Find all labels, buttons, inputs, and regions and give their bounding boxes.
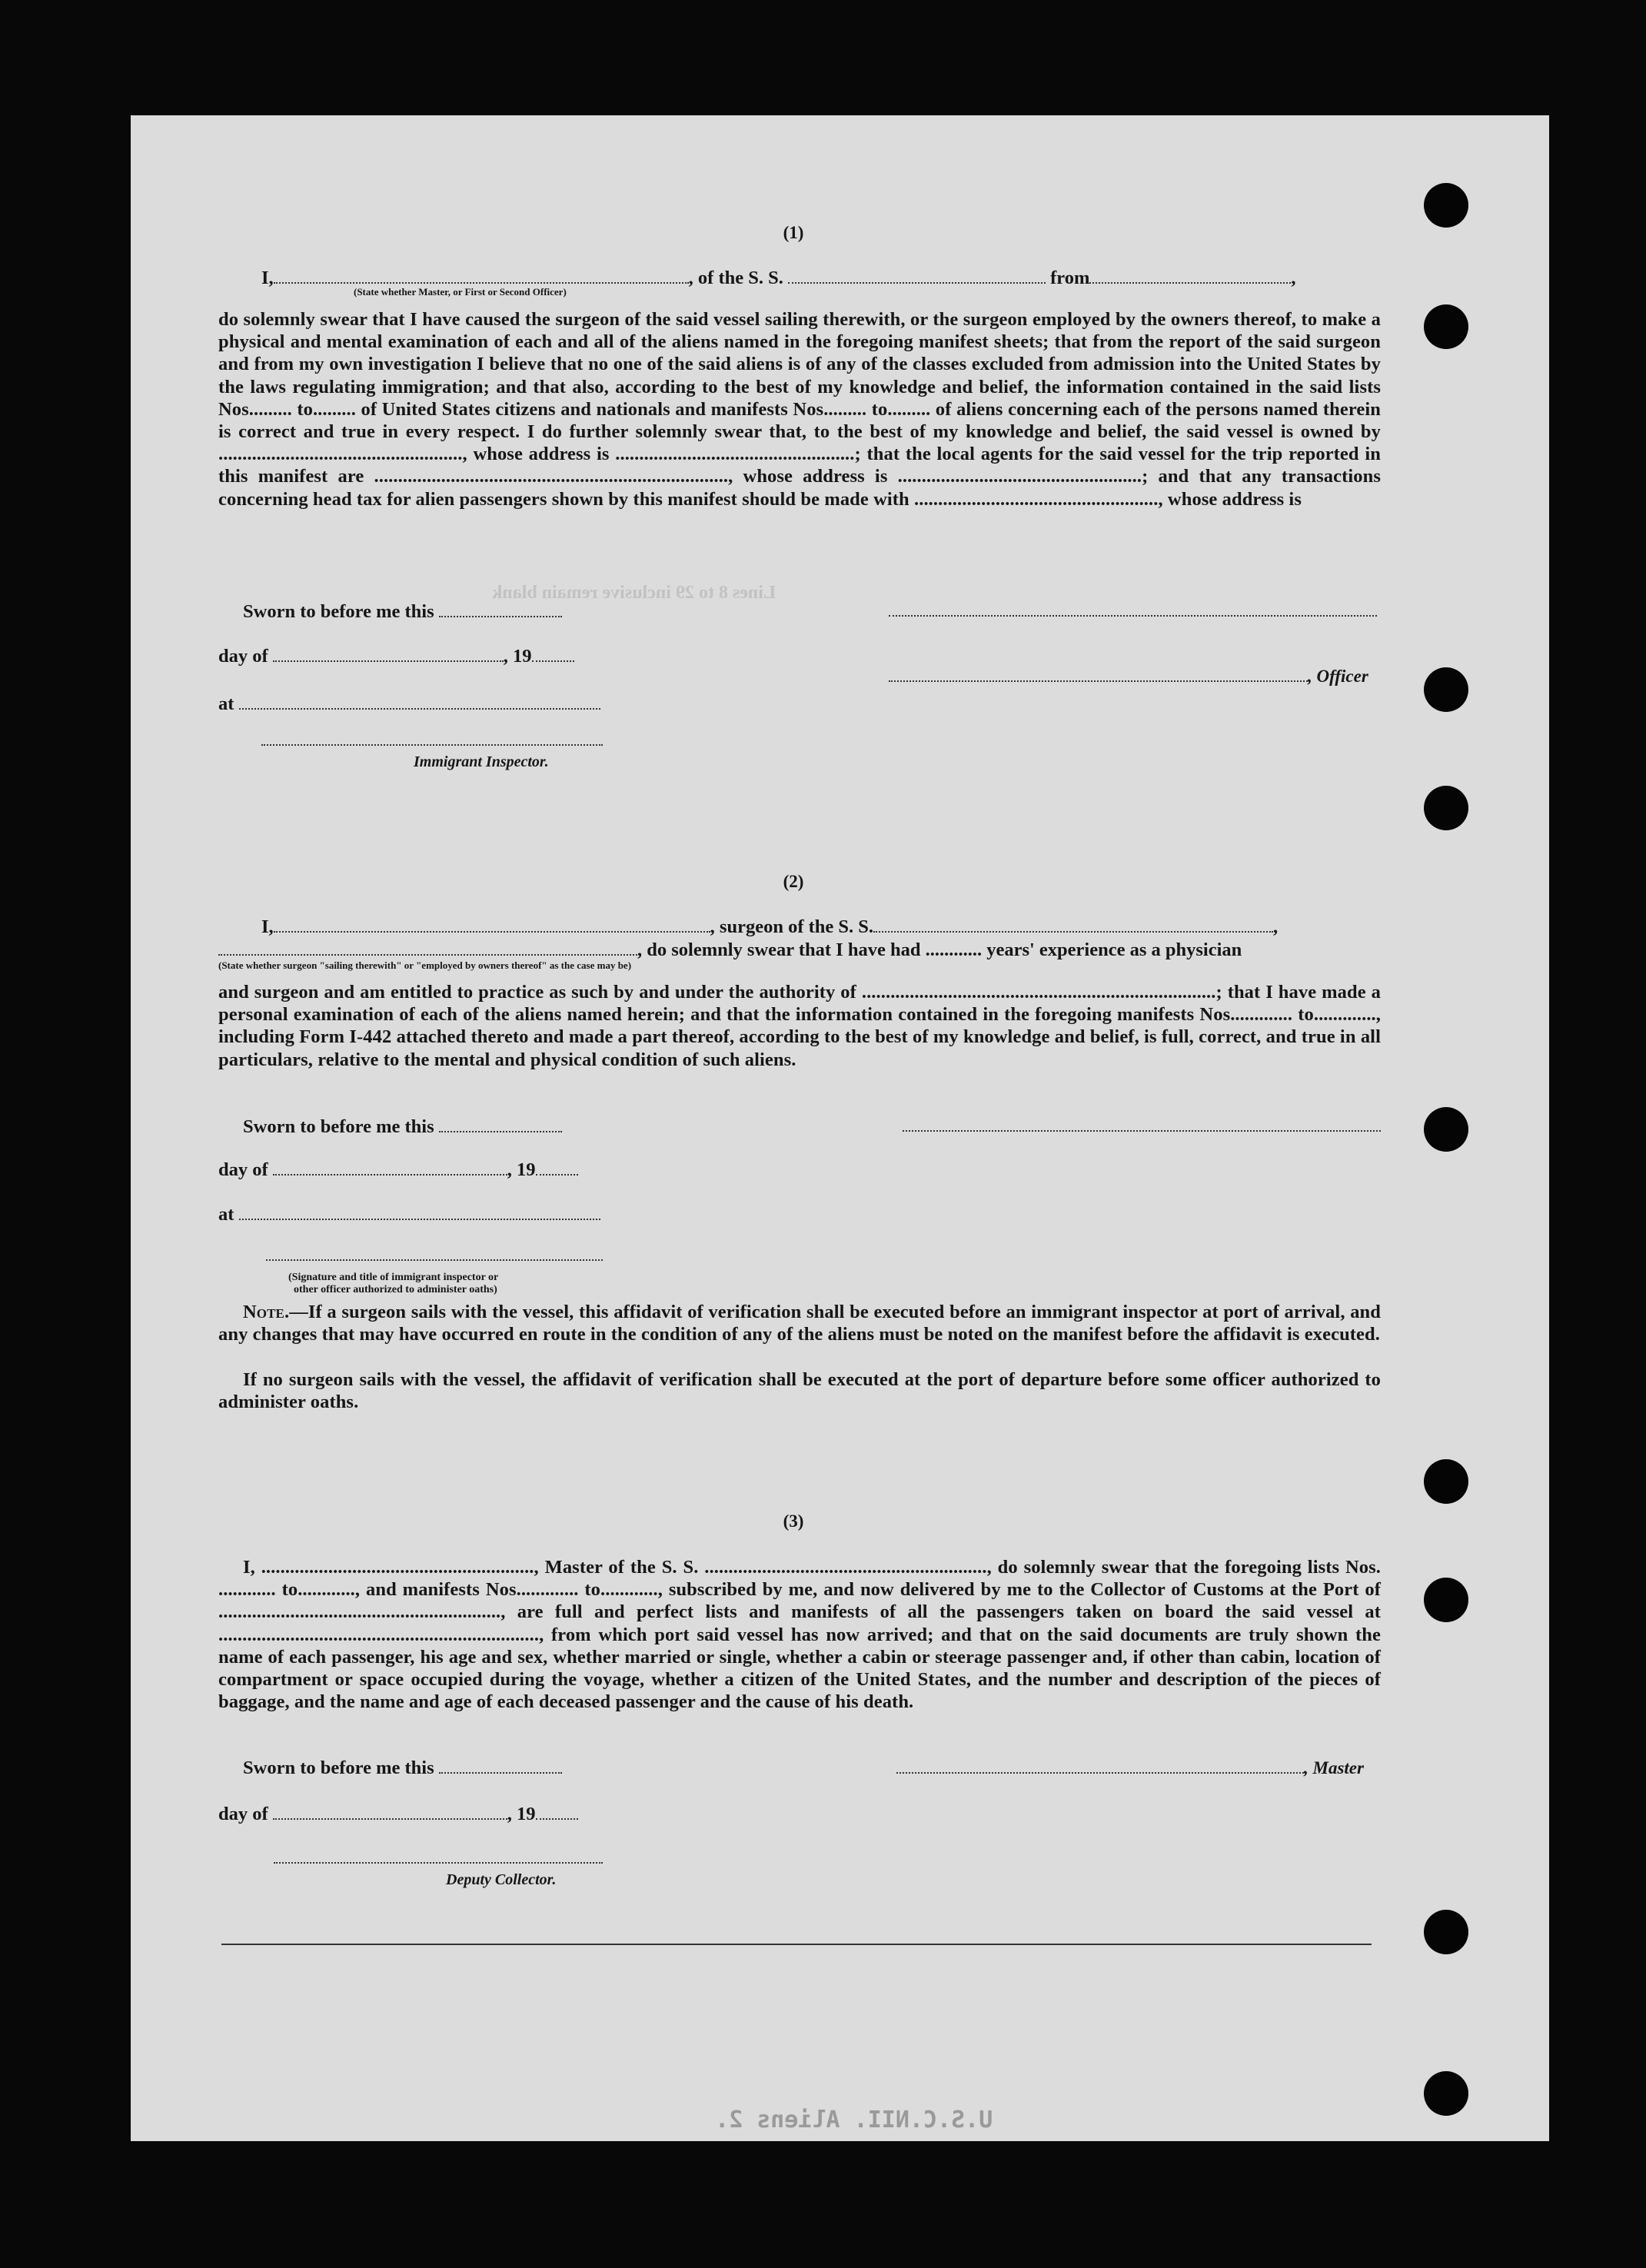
section-3-master-signature: , Master [896,1758,1364,1779]
section-1-i-label: I, [261,268,274,288]
section-1-day-of: day of , 19 [218,646,574,667]
binder-hole [1424,1107,1468,1152]
section-3-oath: I, ........................................................., Master of the S. S. ..........................................................., do solemnly swear that the foregoing lists Nos. ............ to............, and manifests Nos............. to............, subscribed by me, and now delivered by me to the Collector of Customs at the Port of ..........................................................., are full and perfect lists and manifests of all the passengers taken on board the said vessel at ..................................................................., from which port said vessel has now arrived; and that on the said documents are truly shown the name of each passenger, his age and sex, whether married or single, whether a cabin or steerage passenger and, if other than cabin, location of compartment or space occupied during the voyage, whether a citizen of the United States, and the number and description of the pieces of baggage, and the name and age of each deceased passenger and the cause of his death. [218,1557,1381,1713]
section-1-inspector-caption: Immigrant Inspector. [414,753,549,770]
bottom-rule [221,1944,1372,1945]
section-2-swear-line: , do solemnly swear that I have had ............ years' experience as a physician [218,939,1242,961]
section-2-sworn: Sworn to before me this [243,1116,562,1138]
section-1-sworn: Sworn to before me this [243,601,562,623]
section-2-note: Note.—If a surgeon sails with the vessel, this affidavit of verification shall be executed before an immigrant inspector at port of arrival, and any changes that may have occurred en route in the condition of any of the aliens must be noted on the manifest before the affidavit is executed. [218,1302,1381,1345]
binder-hole [1424,667,1468,712]
document-page [131,115,1549,2141]
section-2-day-of: day of , 19 [218,1159,578,1181]
section-2-sig-caption-2: other officer authorized to administer oaths) [294,1284,497,1295]
binder-hole [1424,183,1468,228]
section-1-at: at [218,693,600,715]
binder-hole [1424,1578,1468,1622]
section-2-surgeon-caption: (State whether surgeon "sailing therewith" or "employed by owners thereof" as the case may be) [218,959,632,971]
section-3-day-of: day of , 19 [218,1804,578,1825]
binder-hole [1424,304,1468,349]
section-1-number: (1) [783,223,804,242]
binder-hole [1424,1459,1468,1504]
section-1-oath: do solemnly swear that I have caused the surgeon of the said vessel sailing therewith, or the surgeon employed by the owners thereof, to make a physical and mental examination of each and all of the aliens named in the foregoing manifest sheets; that from the report of the said surgeon and from my own investigation I believe that no one of the said aliens is of any of the classes excluded from admission into the United States by the laws regulating immigration; and that also, according to the best of my knowledge and belief, the information contained in the said lists Nos......... to......... of United States citizens and nationals and manifests Nos......... to......... of aliens concerning each of the persons named therein is correct and true in every respect. I do further solemnly swear that, to the best of my knowledge and belief, the said vessel is owned by ..................................................., whose address is ..................................................; that the local agents for the said vessel for the trip reported in this manifest are .........................................................................., whose address is ...................................................; and that any transactions concerning head tax for alien passengers shown by this manifest should be made with ..................................................., whose address is [218,309,1381,510]
section-2-oath: and surgeon and am entitled to practice as such by and under the authority of ..........................................................................; that I have made a personal examination of each of the aliens named herein; and that the information contained in the foregoing manifests Nos............. to............., including Form I-442 attached thereto and made a part thereof, according to the best of my knowledge and belief, is full, correct, and true in all particulars, relative to the mental and physical condition of such aliens. [218,982,1381,1070]
section-1-officer-line-top [889,615,1377,617]
bottom-stamp: U.S.C.NII. Aliens 2. [715,2107,993,2133]
note-label: Note. [243,1302,290,1322]
section-1-header-line: I, , of the S. S. from , [261,268,1296,288]
section-2-sig-caption-1: (Signature and title of immigrant inspector or [288,1272,499,1283]
section-1-from-label: from [1050,268,1090,288]
section-3-number: (3) [783,1511,804,1531]
section-1-inspector-line [261,744,603,746]
section-2-inspector-line [266,1259,603,1261]
section-2-number: (2) [783,872,804,891]
binder-hole [1424,2071,1468,2116]
section-2-header-line: I, , surgeon of the S. S. , [261,916,1279,937]
section-3-collector-line [274,1862,603,1864]
section-3-sworn: Sworn to before me this [243,1758,562,1779]
section-1-officer-signature: , Officer [889,666,1368,687]
section-1-of-the-ss: , of the S. S. [688,268,783,288]
section-1-officer-caption: (State whether Master, or First or Second Officer) [354,286,567,298]
section-3-collector-caption: Deputy Collector. [446,1871,557,1888]
section-2-at: at [218,1204,600,1225]
binder-hole [1424,1910,1468,1954]
binder-hole [1424,786,1468,830]
section-2-note-2: If no surgeon sails with the vessel, the affidavit of verification shall be executed at the port of departure before some officer authorized to administer oaths. [218,1369,1381,1413]
section-2-signature-line [903,1130,1381,1132]
bleed-stamp: Lines 8 to 29 inclusive remain blank [492,583,776,603]
